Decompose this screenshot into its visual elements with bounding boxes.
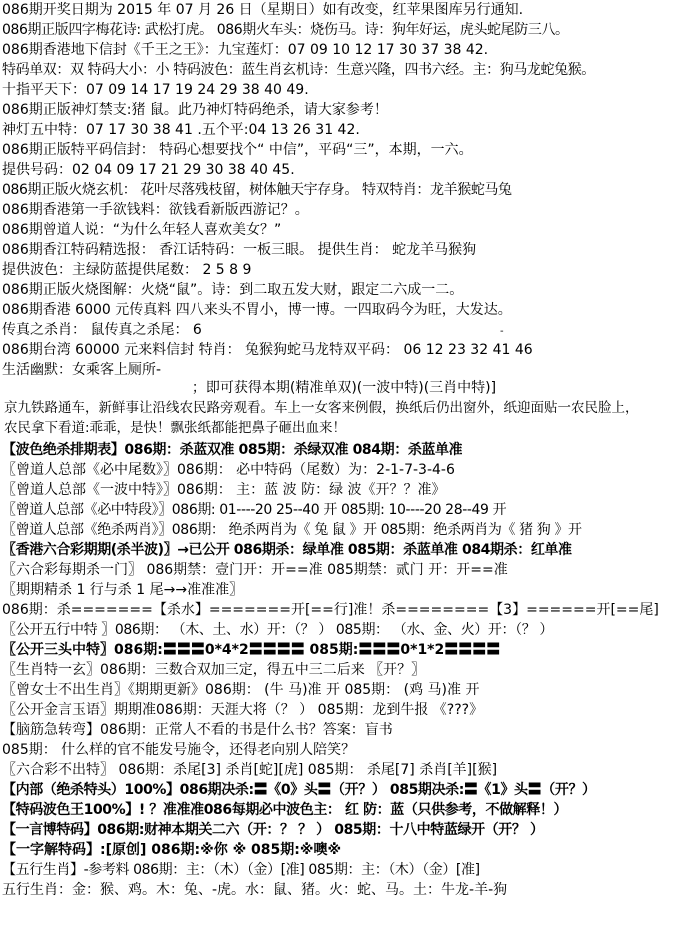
zeng-says-line: 086期曾道人说：“为什么年轻人喜欢美女？”	[2, 222, 282, 238]
not-out-row: 〖六合彩不出特〗 086期：杀尾[3] 杀肖[蛇][虎] 085期： 杀尾[7] 杀肖[羊][猴]	[2, 762, 498, 778]
hk-fax-line: 086期香港 6000 元传真料 四八来头不胃小，博一博。一四取码今为旺，大发达。	[2, 302, 512, 318]
five-element-zodiac-row: 【五行生肖】-参考料 086期：主：（木）（金）[准] 085期：主：（木）（金）[准]	[2, 862, 480, 878]
divine-lamp-ban-line: 086期正版神灯禁支:猪 鼠。此乃神灯特码绝杀，请大家参考！	[2, 102, 388, 118]
five-elements-row: 〖公开五行中特 〗086期： （木、土、水）开：（？ ） 085期： （水、金、火）开：（？ ）	[2, 622, 553, 638]
header-line: 086期开奖日期为 2015 年 07 月 26 日（星期日）如有改变，红苹果图库另行通知.	[2, 2, 524, 18]
fire-mystery-line: 086期正版火烧玄机： 花叶尽落残枝留，树体触天宇存身。 特双特肖：龙羊猴蛇马兔	[2, 182, 512, 198]
humor-title-line: 生活幽默：女乘客上厕所-	[2, 362, 162, 378]
one-char-code-row: 【一字解特码】:[原创] 086期:※你 ※ 085期:※噢※	[2, 842, 342, 858]
fire-diagram-line: 086期正版火烧图解：火烧“鼠”。诗：到二取五发大财，跟定二六成一二。	[2, 282, 464, 298]
odd-even-line: 特码单双：双 特码大小：小 特码波色：蓝生肖玄机诗：生意兴隆，四书六经。主：狗马龙蛇兔猴。	[2, 62, 595, 78]
humor-paragraph-line: 京九铁路通车，新鲜事让沿线农民路旁观看。车上一女客来例假，换纸后仍出窗外，纸迎面贴一农民脸上，	[4, 400, 639, 416]
humor-paragraph-line: 农民拿下看道:乖乖，是快！飘张纸都能把鼻子砸出血来！	[4, 420, 347, 436]
hk-half-wave-row: 〖香港六合彩期期(杀半波)〗→已公开 086期杀：绿单准 085期：杀蓝单准 084期杀：红单准	[2, 542, 572, 558]
xiangjiang-line: 086期香江特码精选报： 香江话特码：一板三眼。 提供生肖： 蛇龙羊马猴狗	[2, 242, 477, 258]
kill-water-row: 086期：杀=======【杀水】=======开[==行]准！杀========【3】======开[==尾]	[2, 602, 659, 618]
fax-kill-line: 传真之杀肖： 鼠传真之杀尾： 6	[2, 322, 202, 338]
taiwan-envelope-line: 086期台湾 60000 元来料信封 特肖： 兔猴狗蛇马龙特双平码： 06 12 23 32 41 46	[2, 342, 533, 358]
dash-mark: -	[500, 326, 504, 337]
zeng-one-wave-row: 〖曾道人总部《一波中特》〗086期： 主：蓝 波 防：绿 波《开？？准》	[2, 482, 446, 498]
hk-first-hand-line: 086期香港第一手欲钱料：欲钱看新版西游记？。	[2, 202, 309, 218]
brain-teaser-question-row: 085期： 什么样的官不能发号施令，还得老向别人陪笑？	[2, 742, 356, 758]
wave-color-king-row: 【特码波色王100%】! ？准准准086每期必中波色主： 红 防：蓝（只供参考，不做解释！）	[2, 802, 568, 818]
kill-one-door-row: 〖六合彩每期杀一门〗 086期禁：壹门开：开==准 085期禁：贰门 开：开==准	[2, 562, 508, 578]
provided-numbers-line: 提供号码：02 04 09 17 21 29 30 38 40 45.	[2, 162, 295, 178]
brain-teaser-row: 【脑筋急转弯】086期：正常人不看的书是什么书？答案：盲书	[2, 722, 393, 738]
three-heads-row: 〖公开三头中特〗086期:〓〓〓0*4*2〓〓〓〓 085期:〓〓〓0*1*2〓〓〓〓	[2, 642, 501, 658]
divine-lamp-five-line: 神灯五中特：07 17 30 38 41 .五个平:04 13 26 31 42.	[2, 122, 360, 138]
humor-paragraph	[4, 398, 682, 438]
ten-fingers-line: 十指平天下：07 09 14 17 19 24 29 38 40 49.	[2, 82, 309, 98]
zodiac-mapping-row: 五行生肖：金：猴、鸡。木：兔、-虎。水：鼠、猪。火：蛇、马。土：牛龙-羊-狗	[2, 882, 508, 898]
center-notice-line: ；即可获得本期(精准单双)(一波中特)(三肖中特)]	[191, 380, 497, 396]
zeng-segment-row: 〖曾道人总部《必中特段》〗086期: 01----20 25--40 开 085期: 10----20 28--49 开	[2, 502, 507, 518]
wave-kill-schedule-row: 【波色绝杀排期表】086期：杀蓝双准 085期：杀绿双准 084期：杀蓝单准	[2, 442, 463, 458]
meihua-poem-line: 086期正版四字梅花诗: 武松打虎。 086期火车头：烧伤马。诗：狗年好运，虎头蛇尾防三八。	[2, 22, 569, 38]
zeng-kill-two-row: 〖曾道人总部《绝杀两肖》〗086期： 绝杀两肖为《 兔 鼠 》开 085期：绝杀两肖为《 猪 狗 》开	[2, 522, 582, 538]
zeng-tail-row: 〖曾道人总部《必中尾数》〗086期： 必中特码（尾数）为：2-1-7-3-4-6	[2, 462, 455, 478]
one-word-code-row: 【一言博特码】086期:财神本期关二六（开：？ ？ ） 085期：十八中特蓝绿开（开？ ）	[2, 822, 544, 838]
zodiac-mystery-row: 〖生肖特一玄〗086期：三数合双加三定，得五中三二后来 〖开？〗	[2, 662, 426, 678]
envelope-line: 086期香港地下信封《千王之王》：九宝莲灯：07 09 10 12 17 30 37 38 42.	[2, 42, 489, 58]
internal-kill-head-row: 【内部（绝杀特头）100%】086期决杀:〓《0》头〓（开？） 085期决杀:〓《1》头〓（开？）	[2, 782, 596, 798]
kill-line-tail-row: 〖期期精杀 1 行与杀 1 尾→→准准准〗	[2, 582, 244, 598]
wave-color-line: 提供波色：主绿防蓝提供尾数： 2 5 8 9	[2, 262, 252, 278]
golden-words-row: 〖公开金言玉语〗期期准086期：天涯大将（？ ） 085期：龙到牛报 《???》	[2, 702, 484, 718]
flat-code-envelope-line: 086期正版特平码信封： 特码心想要找个“ 中信”，平码“三”，本期，一六。	[2, 142, 473, 158]
ms-zeng-row: 〖曾女士不出生肖〗《期期更新》086期： (牛 马)准 开 085期： (鸡 马)准 开	[2, 682, 480, 698]
